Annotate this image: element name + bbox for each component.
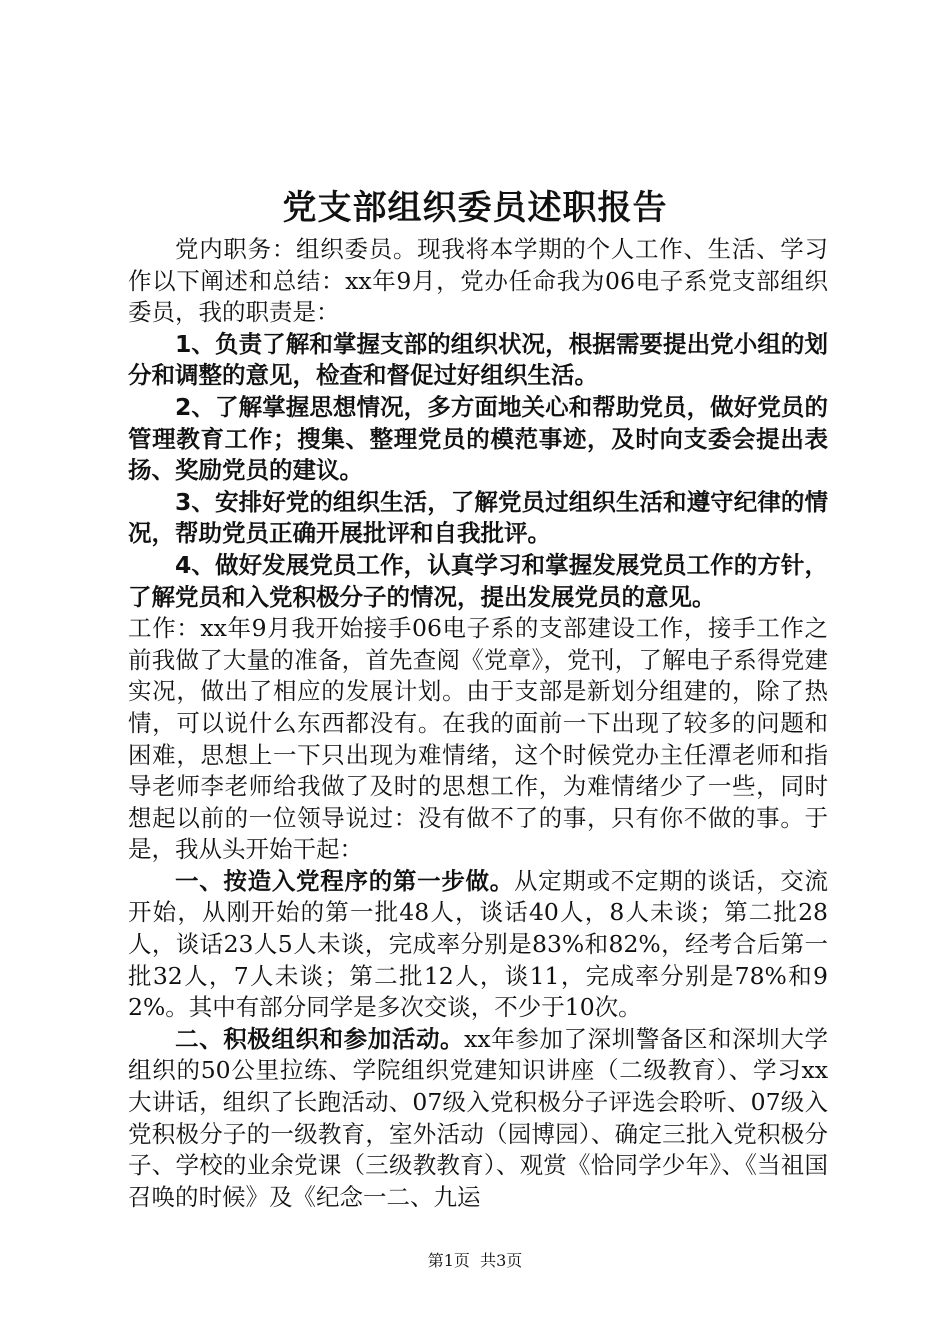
paragraph-duty-1: 1、负责了解和掌握支部的组织状况，根据需要提出党小组的划分和调整的意见，检查和督促过好组织生活。 bbox=[128, 329, 828, 390]
page-number: 第1页 共3页 bbox=[427, 1251, 523, 1270]
section-2-text: xx年参加了深圳警备区和深圳大学组织的50公里拉练、学院组织党建知识讲座（二级教育）、学习xx大讲话，组织了长跑活动、07级入党积极分子评选会聆听、07级入党积极分子的一级教育，室外活动（园博园）、确定三批入党积极分子、学校的业余党课（三级教教育）、观赏《恰同学少年》、《当祖国召唤的时候》及《纪念一二、九运 bbox=[128, 1024, 828, 1211]
page-footer bbox=[0, 1250, 950, 1272]
section-2-heading: 二、积极组织和参加活动。 bbox=[175, 1024, 465, 1053]
paragraph-work: 工作：xx年9月我开始接手06电子系的支部建设工作，接手工作之前我做了大量的准备，首先查阅《党章》，党刊，了解电子系得党建实况，做出了相应的发展计划。由于支部是新划分组建的，除了热情，可以说什么东西都没有。在我的面前一下出现了较多的问题和困难，思想上一下只出现为难情绪，这个时候党办主任潭老师和指导老师李老师给我做了及时的思想工作，为难情绪少了一些，同时想起以前的一位领导说过：没有做不了的事，只有你不做的事。于是，我从头开始干起： bbox=[128, 614, 828, 864]
document-title: 党支部组织委员述职报告 bbox=[282, 188, 668, 228]
section-1-text: 从定期或不定期的谈话，交流开始，从刚开始的第一批48人，谈话40人，8人未谈；第二批28人，谈话23人5人未谈，完成率分别是83%和82%，经考合后第一批32人，7人未谈；第二批12人，谈11，完成率分别是78%和92%。其中有部分同学是多次交谈，不少于10次。 bbox=[128, 866, 829, 1022]
paragraph-section-2 bbox=[128, 1024, 828, 1214]
paragraph-duty-2: 2、了解掌握思想情况，多方面地关心和帮助党员，做好党员的管理教育工作；搜集、整理党员的模范事迹，及时向支委会提出表扬、奖励党员的建议。 bbox=[128, 392, 828, 485]
paragraph-duty-4: 4、做好发展党员工作，认真学习和掌握发展党员工作的方针，了解党员和入党积极分子的情况，提出发展党员的意见。 bbox=[128, 550, 828, 611]
document-body bbox=[128, 234, 828, 1213]
paragraph-section-1 bbox=[128, 866, 828, 1024]
paragraph-duty-3: 3、安排好党的组织生活，了解党员过组织生活和遵守纪律的情况，帮助党员正确开展批评和自我批评。 bbox=[128, 487, 828, 548]
paragraph-duties-intro: 党内职务：组织委员。现我将本学期的个人工作、生活、学习作以下阐述和总结：xx年9月，党办任命我为06电子系党支部组织委员，我的职责是： bbox=[128, 235, 828, 327]
section-1-heading: 一、按造入党程序的第一步做。 bbox=[175, 866, 514, 895]
